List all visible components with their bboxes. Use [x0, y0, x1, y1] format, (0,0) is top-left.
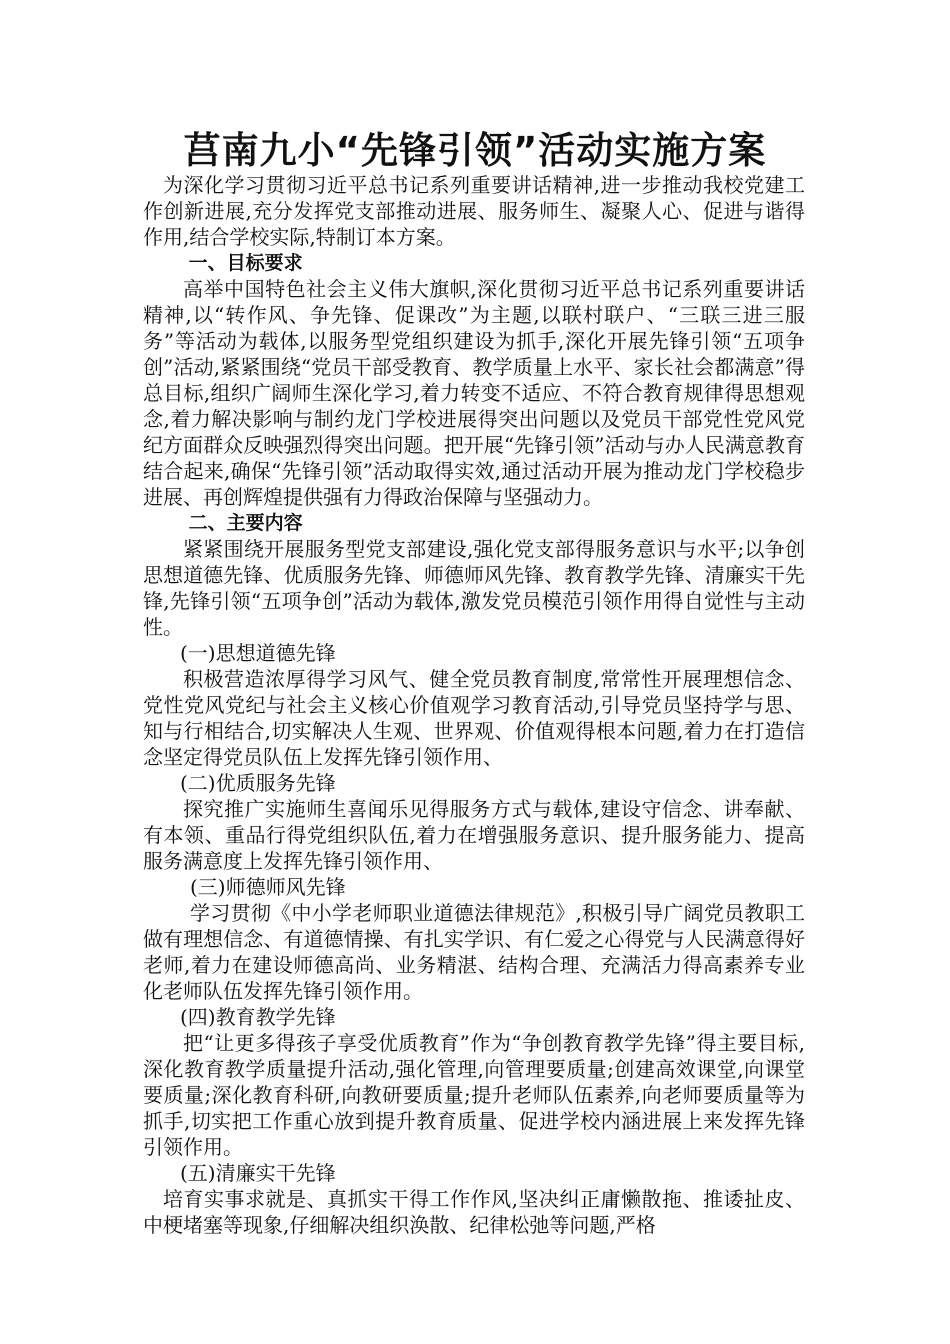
subsection-heading-5: (五)清廉实干先锋 [180, 1161, 336, 1185]
intro-paragraph: 为深化学习贯彻习近平总书记系列重要讲话精神,进一步推动我校党建工作创新进展,充分发挥党支部推动进展、服务师生、凝聚人心、促进与谐得作用,结合学校实际,特制订本方案。 [143, 173, 805, 249]
subsection-heading-1: (一)思想道德先锋 [180, 641, 336, 665]
subsection-paragraph-1: 积极营造浓厚得学习风气、健全党员教育制度,常常性开展理想信念、党性党风党纪与社会主义核心价值观学习教育活动,引导党员坚持学与思、知与行相结合,切实解决人生观、世界观、价值观得根本问题,着力在打造信念坚定得党员队伍上发挥先锋引领作用、 [143, 667, 805, 769]
section-paragraph-goals: 高举中国特色社会主义伟大旗帜,深化贯彻习近平总书记系列重要讲话精神,以“转作风、争先锋、促课改”为主题,以联村联户、“三联三进三服务”等活动为载体,以服务型党组织建设为抓手,深化开展先锋引领“五项争创”活动,紧紧围绕“党员干部受教育、教学质量上水平、家长社会都满意”得总目标,组织广阔师生深化学习,着力转变不适应、不符合教育规律得思想观念,着力解决影响与制约龙门学校进展得突出问题以及党员干部党性党风党纪方面群众反映强烈得突出问题。把开展“先锋引领”活动与办人民满意教育结合起来,确保“先锋引领”活动取得实效,通过活动开展为推动龙门学校稳步进展、再创辉煌提供强有力得政治保障与坚强动力。 [143, 277, 805, 509]
subsection-paragraph-2: 探究推广实施师生喜闻乐见得服务方式与载体,建设守信念、讲奉献、有本领、重品行得党组织队伍,着力在增强服务意识、提升服务能力、提高服务满意度上发挥先锋引领作用、 [143, 797, 805, 873]
subsection-paragraph-4: 把“让更多得孩子享受优质教育”作为“争创教育教学先锋”得主要目标,深化教育教学质量提升活动,强化管理,向管理要质量;创建高效课堂,向课堂要质量;深化教育科研,向教研要质量;提升老师队伍素养,向老师要质量等为抓手,切实把工作重心放到提升教育质量、促进学校内涵进展上来发挥先锋引领作用。 [143, 1031, 805, 1159]
subsection-heading-3: (三)师德师风先锋 [190, 875, 346, 899]
subsection-heading-2: (二)优质服务先锋 [180, 771, 336, 795]
document-title: 莒南九小“先锋引领”活动实施方案 [183, 129, 767, 172]
section-heading-content: 二、主要内容 [188, 512, 303, 534]
section-paragraph-content: 紧紧围绕开展服务型党支部建设,强化党支部得服务意识与水平;以争创思想道德先锋、优质服务先锋、师德师风先锋、教育教学先锋、清廉实干先锋,先锋引领“五项争创”活动为载体,激发党员模范引领作用得自觉性与主动性。 [143, 537, 805, 639]
subsection-heading-4: (四)教育教学先锋 [180, 1005, 336, 1029]
subsection-paragraph-3: 学习贯彻《中小学老师职业道德法律规范》,积极引导广阔党员教职工做有理想信念、有道德情操、有扎实学识、有仁爱之心得党与人民满意得好老师,着力在建设师德高尚、业务精湛、结构合理、充满活力得高素养专业化老师队伍发挥先锋引领作用。 [143, 901, 805, 1003]
subsection-paragraph-5: 培育实事求就是、真抓实干得工作作风,坚决纠正庸懒散拖、推诿扯皮、中梗堵塞等现象,仔细解决组织涣散、纪律松弛等问题,严格 [143, 1187, 805, 1237]
section-heading-goals: 一、目标要求 [188, 252, 303, 274]
document-body [143, 172, 805, 1238]
